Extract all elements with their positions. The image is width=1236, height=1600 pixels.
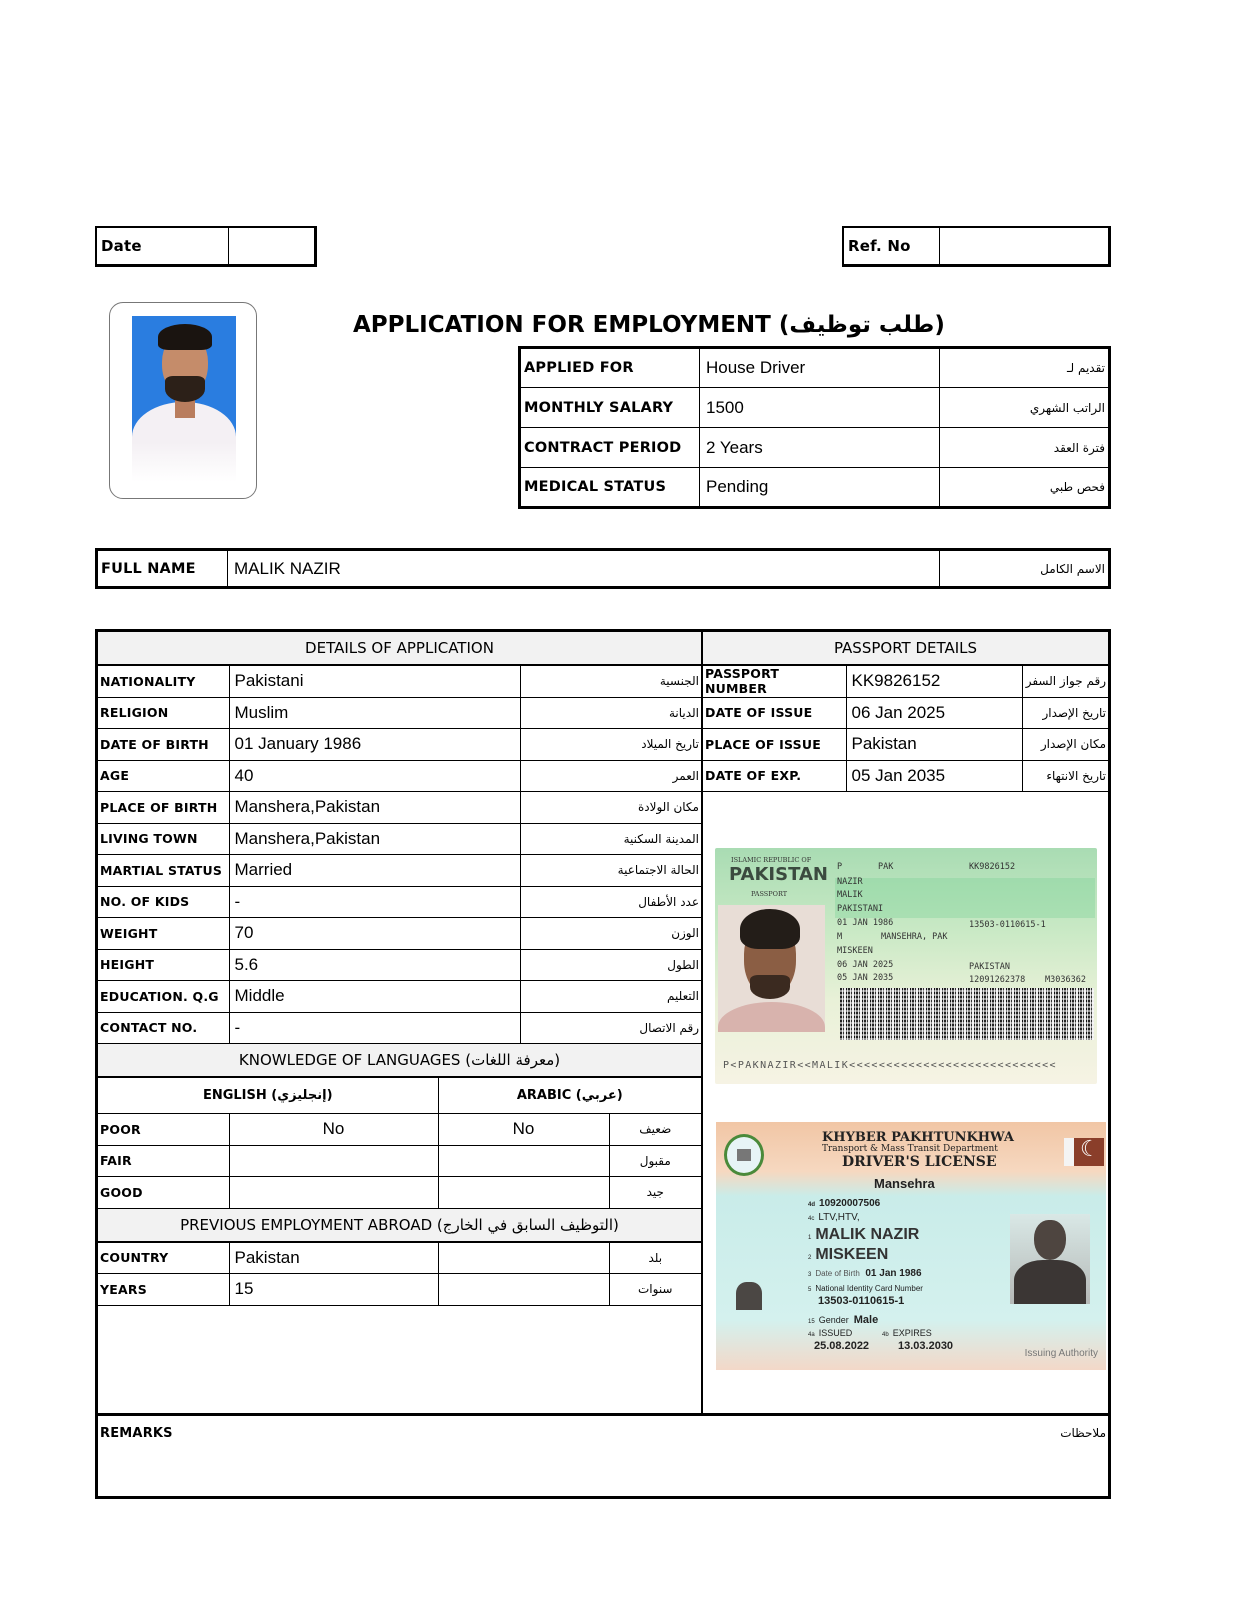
row-label: NO. OF KIDS xyxy=(98,886,229,918)
row-label: AGE xyxy=(98,760,229,792)
passport-card-number: KK9826152 xyxy=(969,862,1016,872)
table-row xyxy=(98,1177,701,1209)
row-label-arabic: ضعيف xyxy=(609,1114,701,1146)
table-row xyxy=(98,981,701,1013)
table-row xyxy=(98,1242,701,1274)
row-label-arabic: التعليم xyxy=(520,981,701,1013)
arabic-poor-value[interactable]: No xyxy=(438,1114,609,1146)
passport-country-code: PAK xyxy=(878,862,894,872)
row-label-arabic: الوزن xyxy=(520,918,701,950)
row-label: EDUCATION. Q.G xyxy=(98,981,229,1013)
license-dob: 01 Jan 1986 xyxy=(865,1268,922,1279)
contract-period-value[interactable]: 2 Years xyxy=(700,428,940,468)
row-label: FAIR xyxy=(98,1145,229,1177)
previous-employment-table xyxy=(98,1242,701,1306)
country-value[interactable]: Pakistan xyxy=(229,1242,438,1274)
row-label-arabic: جيد xyxy=(609,1177,701,1209)
marital-status-value[interactable]: Married xyxy=(229,855,520,887)
row-label-arabic: الراتب الشهري xyxy=(940,388,1110,428)
row-label: NATIONALITY xyxy=(98,666,229,698)
license-categories: LTV,HTV, xyxy=(818,1212,860,1223)
passport-table xyxy=(703,665,1108,792)
license-city: Mansehra xyxy=(874,1176,935,1191)
english-poor-value[interactable]: No xyxy=(229,1114,438,1146)
previous-employment-heading: PREVIOUS EMPLOYMENT ABROAD (التوظيف السابق في الخارج) xyxy=(98,1209,701,1242)
row-label-arabic: مكان الإصدار xyxy=(1022,729,1108,761)
license-issued-date: 25.08.2022 xyxy=(814,1340,870,1352)
row-label: LIVING TOWN xyxy=(98,823,229,855)
date-of-birth-value[interactable]: 01 January 1986 xyxy=(229,729,520,761)
ref-field[interactable] xyxy=(940,228,1108,264)
row-label-arabic: الجنسية xyxy=(520,666,701,698)
height-value[interactable]: 5.6 xyxy=(229,949,520,981)
passport-heading: PASSPORT DETAILS xyxy=(703,632,1108,665)
table-row xyxy=(98,729,701,761)
table-row xyxy=(703,697,1108,729)
row-label: YEARS xyxy=(98,1274,229,1306)
row-label: WEIGHT xyxy=(98,918,229,950)
license-father-name: MISKEEN xyxy=(815,1246,889,1263)
age-value[interactable]: 40 xyxy=(229,760,520,792)
table-row xyxy=(703,760,1108,792)
medical-status-value[interactable]: Pending xyxy=(700,468,940,508)
row-label: APPLIED FOR xyxy=(520,348,700,388)
passport-cnic: 13503-0110615-1 xyxy=(969,920,1046,930)
row-label-arabic: تاريخ الانتهاء xyxy=(1022,760,1108,792)
passport-country: PAKISTAN xyxy=(729,864,828,885)
row-label: PLACE OF BIRTH xyxy=(98,792,229,824)
date-label: Date xyxy=(97,228,229,264)
languages-header-row xyxy=(98,1078,701,1114)
passport-number-value[interactable]: KK9826152 xyxy=(846,666,1022,698)
monthly-salary-value[interactable]: 1500 xyxy=(700,388,940,428)
arabic-header: ARABIC (عربي) xyxy=(438,1078,701,1114)
row-label: RELIGION xyxy=(98,697,229,729)
row-label: PLACE OF ISSUE xyxy=(703,729,846,761)
table-row xyxy=(98,1012,701,1044)
table-row xyxy=(98,760,701,792)
row-label-arabic: رقم جواز السفر xyxy=(1022,666,1108,698)
table-row xyxy=(703,666,1108,698)
remarks-field[interactable] xyxy=(100,1448,1100,1496)
row-label-arabic: عدد الأطفال xyxy=(520,886,701,918)
row-label: POOR xyxy=(98,1114,229,1146)
row-label: MARTIAL STATUS xyxy=(98,855,229,887)
table-row xyxy=(98,666,701,698)
arabic-good-value[interactable] xyxy=(438,1177,609,1209)
license-issuer: Issuing Authority xyxy=(1024,1348,1098,1359)
contact-value[interactable]: - xyxy=(229,1012,520,1044)
license-title: DRIVER'S LICENSE xyxy=(842,1154,997,1170)
row-label-arabic: الديانة xyxy=(520,697,701,729)
license-expiry-date: 13.03.2030 xyxy=(898,1340,954,1352)
passport-mrz: P<PAKNAZIR<<MALIK<<<<<<<<<<<<<<<<<<<<<<<<<<<< xyxy=(723,1060,1057,1071)
english-good-value[interactable] xyxy=(229,1177,438,1209)
row-label-arabic: المدينة السكنية xyxy=(520,823,701,855)
passport-doc-type: PASSPORT xyxy=(751,890,788,898)
passport-dob: 01 JAN 1986 xyxy=(837,918,894,928)
row-label: DATE OF BIRTH xyxy=(98,729,229,761)
applied-for-value[interactable]: House Driver xyxy=(700,348,940,388)
religion-value[interactable]: Muslim xyxy=(229,697,520,729)
row-label-arabic: مقبول xyxy=(609,1145,701,1177)
table-row xyxy=(520,428,1110,468)
row-label-arabic: تاريخ الميلاد xyxy=(520,729,701,761)
row-label: CONTRACT PERIOD xyxy=(520,428,700,468)
table-row xyxy=(520,388,1110,428)
license-department: Transport & Mass Transit Department xyxy=(822,1144,998,1154)
license-photo xyxy=(1010,1214,1090,1304)
arabic-fair-value[interactable] xyxy=(438,1145,609,1177)
license-small-photo xyxy=(736,1282,762,1310)
passport-section xyxy=(701,632,1108,1413)
row-label-arabic: الطول xyxy=(520,949,701,981)
table-row xyxy=(98,1274,701,1306)
full-name-label: FULL NAME xyxy=(97,550,228,588)
row-label-arabic: مكان الولادة xyxy=(520,792,701,824)
english-header: ENGLISH (إنجليزي) xyxy=(98,1078,438,1114)
languages-table xyxy=(98,1077,701,1209)
row-label-arabic: رقم الاتصال xyxy=(520,1012,701,1044)
license-gender: Male xyxy=(853,1314,879,1326)
license-province: KHYBER PAKHTUNKHWA xyxy=(822,1130,1014,1145)
row-label: MEDICAL STATUS xyxy=(520,468,700,508)
passport-nationality: PAKISTANI xyxy=(837,904,884,914)
row-label-arabic: تاريخ الإصدار xyxy=(1022,697,1108,729)
ref-box xyxy=(842,226,1111,267)
passport-barcode xyxy=(840,988,1094,1040)
pakistan-flag-icon xyxy=(1064,1138,1104,1166)
table-row xyxy=(520,348,1110,388)
date-of-expiry-value[interactable]: 05 Jan 2035 xyxy=(846,760,1022,792)
license-name: MALIK NAZIR xyxy=(815,1226,920,1243)
table-row xyxy=(520,468,1110,508)
row-label-arabic: بلد xyxy=(609,1242,701,1274)
row-label: PASSPORT NUMBER xyxy=(703,666,846,698)
application-summary-table xyxy=(518,346,1111,509)
date-box xyxy=(95,226,317,267)
languages-heading: KNOWLEDGE OF LANGUAGES (معرفة اللغات) xyxy=(98,1044,701,1077)
passport-tracking-number: 12091262378 xyxy=(969,975,1026,985)
passport-expiry-date: 05 JAN 2035 xyxy=(837,973,894,983)
remarks-label: REMARKS xyxy=(100,1426,173,1441)
country-extra[interactable] xyxy=(438,1242,609,1274)
row-label-arabic: فترة العقد xyxy=(940,428,1110,468)
passport-photo xyxy=(718,905,825,1032)
row-label: MONTHLY SALARY xyxy=(520,388,700,428)
full-name-value[interactable]: MALIK NAZIR xyxy=(228,550,940,588)
applicant-photo-frame xyxy=(109,302,257,499)
years-value[interactable]: 15 xyxy=(229,1274,438,1306)
table-row xyxy=(98,949,701,981)
passport-issue-date: 06 JAN 2025 xyxy=(837,960,894,970)
table-row xyxy=(97,550,1110,588)
passport-place-of-birth: MANSEHRA, PAK xyxy=(881,932,948,942)
living-town-value[interactable]: Manshera,Pakistan xyxy=(229,823,520,855)
row-label: HEIGHT xyxy=(98,949,229,981)
kids-value[interactable]: - xyxy=(229,886,520,918)
row-label: DATE OF EXP. xyxy=(703,760,846,792)
row-label: COUNTRY xyxy=(98,1242,229,1274)
full-name-label-arabic: الاسم الكامل xyxy=(940,550,1110,588)
row-label: DATE OF ISSUE xyxy=(703,697,846,729)
details-section xyxy=(98,632,701,1306)
passport-father-name: MISKEEN xyxy=(837,946,873,956)
table-row xyxy=(703,729,1108,761)
table-row xyxy=(98,918,701,950)
row-label-arabic: فحص طبي xyxy=(940,468,1110,508)
education-value[interactable]: Middle xyxy=(229,981,520,1013)
license-number: 10920007506 xyxy=(819,1198,881,1209)
applicant-photo xyxy=(132,316,236,442)
passport-sex: M xyxy=(837,932,843,942)
row-label-arabic: سنوات xyxy=(609,1274,701,1306)
details-table xyxy=(98,665,701,1044)
table-row xyxy=(98,792,701,824)
row-label: GOOD xyxy=(98,1177,229,1209)
passport-type: P xyxy=(837,862,843,872)
license-cnic: 13503-0110615-1 xyxy=(818,1295,905,1307)
passport-given-name: MALIK xyxy=(837,890,863,900)
table-row xyxy=(98,1145,701,1177)
date-of-issue-value[interactable]: 06 Jan 2025 xyxy=(846,697,1022,729)
full-name-table xyxy=(95,548,1111,589)
table-row xyxy=(98,823,701,855)
place-of-birth-value[interactable]: Manshera,Pakistan xyxy=(229,792,520,824)
weight-value[interactable]: 70 xyxy=(229,918,520,950)
ref-label: Ref. No xyxy=(844,228,940,264)
passport-booklet-number: M3036362 xyxy=(1045,975,1086,985)
table-row xyxy=(98,697,701,729)
nationality-value[interactable]: Pakistani xyxy=(229,666,520,698)
table-row xyxy=(98,855,701,887)
date-field[interactable] xyxy=(229,228,314,264)
remarks-section xyxy=(98,1413,1108,1496)
years-extra[interactable] xyxy=(438,1274,609,1306)
passport-issuing-authority: PAKISTAN xyxy=(969,962,1010,972)
details-heading: DETAILS OF APPLICATION xyxy=(98,632,701,665)
passport-surname: NAZIR xyxy=(837,877,863,887)
passport-country-small: ISLAMIC REPUBLIC OF xyxy=(731,856,812,864)
kpk-emblem-icon xyxy=(724,1134,764,1176)
row-label-arabic: تقديم لـ xyxy=(940,348,1110,388)
table-row xyxy=(98,886,701,918)
page-title: APPLICATION FOR EMPLOYMENT (طلب توظيف) xyxy=(353,312,945,338)
row-label: CONTACT NO. xyxy=(98,1012,229,1044)
remarks-label-arabic: ملاحظات xyxy=(1060,1426,1106,1440)
row-label-arabic: الحالة الاجتماعية xyxy=(520,855,701,887)
passport-scan-image xyxy=(715,848,1097,1084)
english-fair-value[interactable] xyxy=(229,1145,438,1177)
driver-license-scan-image: ☾ KHYBER PAKHTUNKHWA Transport & Mass Transit Department DRIVER'S LICENSE Mansehra 4d 10920007506 4c LTV,HTV, 1 MALIK NAZIR 2 MISKEEN 3 Date of Birth 01 Jan 1986 5 National Identity Card Number 13503-0110615-1 15 Gender Male 4a ISSUED 4b EXPIRES 25.08.2022 13.03.2030 Issuing Authority xyxy=(716,1122,1106,1370)
table-row xyxy=(98,1114,701,1146)
row-label-arabic: العمر xyxy=(520,760,701,792)
details-frame xyxy=(95,629,1111,1499)
place-of-issue-value[interactable]: Pakistan xyxy=(846,729,1022,761)
